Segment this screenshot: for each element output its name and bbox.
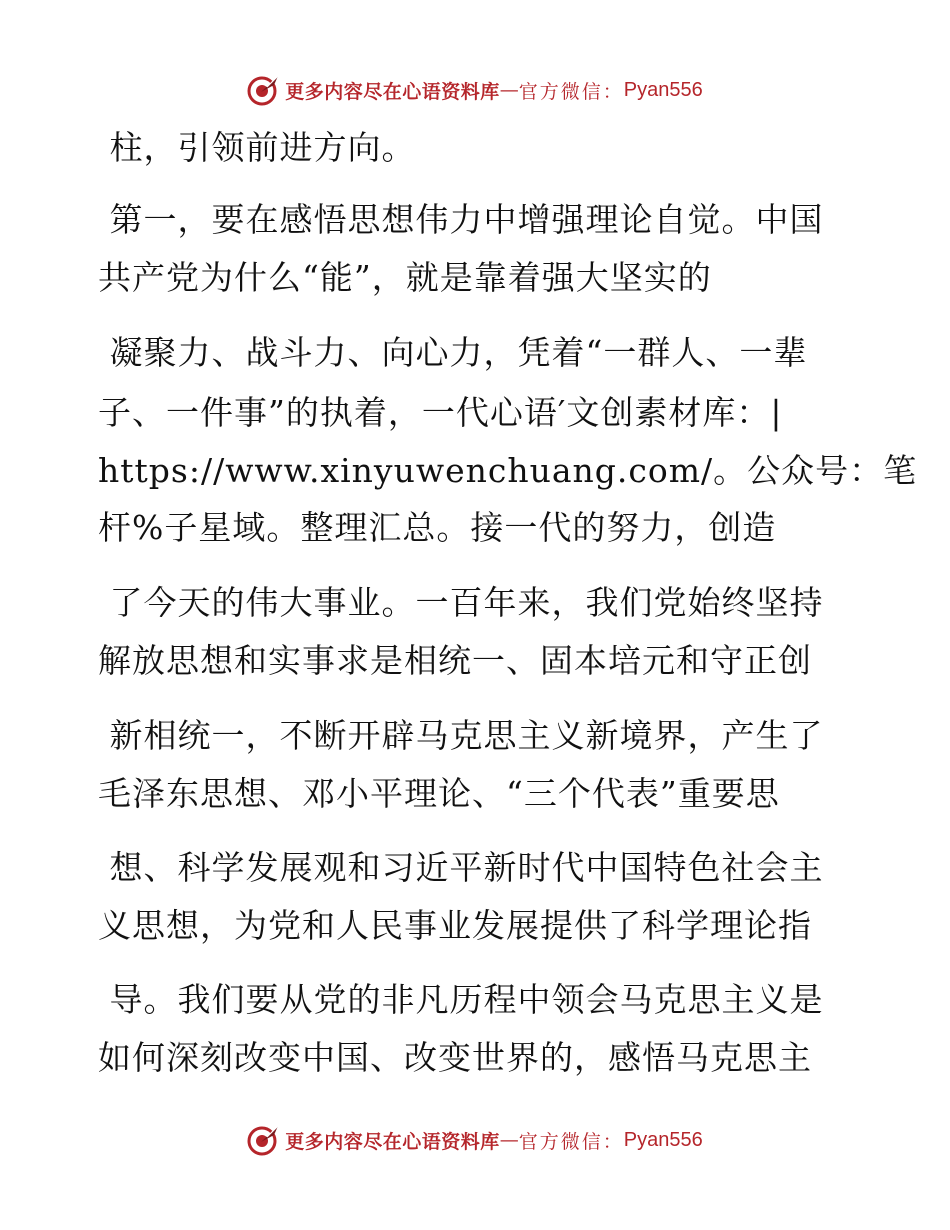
- text-line: 凝聚力、战斗力、向心力，凭着“一群人、一辈: [98, 333, 808, 372]
- text-line: 柱，引领前进方向。: [98, 128, 416, 167]
- header-wechat-id: Pyan556: [623, 78, 703, 101]
- text-line: https://www.xinyuwenchuang.com/。公众号：笔: [98, 451, 918, 490]
- footer-watermark: [0, 1122, 950, 1158]
- footer-site-name: 更多内容尽在心语资料库: [285, 1130, 500, 1153]
- text-line: 义思想，为党和人民事业发展提供了科学理论指: [98, 906, 812, 945]
- header-dash: —: [499, 79, 519, 101]
- text-line: 了今天的伟大事业。一百年来，我们党始终坚持: [98, 583, 824, 622]
- text-line: 子、一件事”的执着，一代心语′文创素材库：|: [98, 393, 783, 432]
- header-site-name: 更多内容尽在心语资料库: [285, 80, 500, 103]
- text-line: 想、科学发展观和习近平新时代中国特色社会主: [98, 848, 824, 887]
- text-line: 杆%子星域。整理汇总。接一代的努力，创造: [98, 508, 777, 547]
- footer-wechat-id: Pyan556: [623, 1128, 703, 1151]
- header-wechat-label: 官方微信：: [518, 80, 624, 103]
- footer-wechat-label: 官方微信：: [518, 1130, 624, 1153]
- text-line: 如何深刻改变中国、改变世界的，感悟马克思主: [98, 1038, 812, 1077]
- quill-logo-icon: [247, 73, 281, 107]
- header-watermark: [0, 72, 950, 108]
- text-line: 新相统一，不断开辟马克思主义新境界，产生了: [98, 716, 824, 755]
- quill-logo-icon: [247, 1123, 281, 1157]
- text-line: 导。我们要从党的非凡历程中领会马克思主义是: [98, 980, 824, 1019]
- text-line: 毛泽东思想、邓小平理论、“三个代表”重要思: [98, 774, 780, 813]
- footer-dash: —: [499, 1129, 519, 1151]
- text-line: 解放思想和实事求是相统一、固本培元和守正创: [98, 641, 812, 680]
- text-line: 第一，要在感悟思想伟力中增强理论自觉。中国: [98, 200, 824, 239]
- text-line: 共产党为什么“能”，就是靠着强大坚实的: [98, 258, 712, 297]
